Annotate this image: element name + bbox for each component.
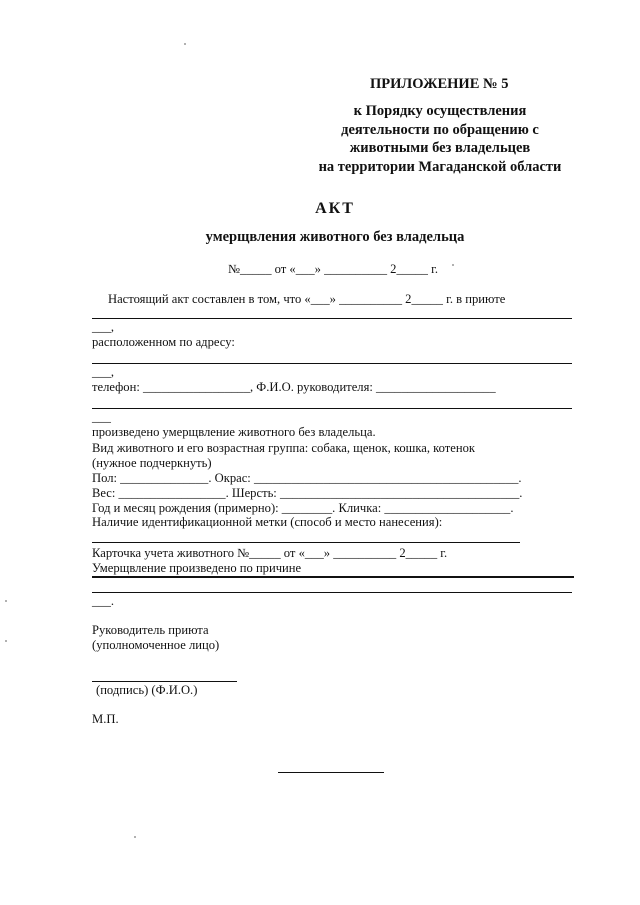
blank-rule <box>92 592 572 593</box>
sex-line: Пол: ______________. Окрас: __________________________________________. <box>92 471 522 485</box>
appendix-title: ПРИЛОЖЕНИЕ № 5 <box>370 76 509 92</box>
scan-speck <box>5 600 7 602</box>
scan-speck <box>452 264 454 266</box>
appendix-subtitle-line: животными без владельцев <box>349 140 531 156</box>
stamp-label: М.П. <box>92 712 119 726</box>
blank-end: ___ <box>92 410 111 424</box>
address-label: расположенном по адресу: <box>92 335 235 349</box>
phone-line: телефон: _________________, Ф.И.О. руководителя: ___________________ <box>92 380 496 394</box>
head-label: Руководитель приюта <box>92 623 209 637</box>
act-number-line: №_____ от «___» __________ 2_____ г. <box>228 262 439 276</box>
blank-rule <box>92 408 572 409</box>
animal-kind-line: Вид животного и его возрастная группа: собака, щенок, кошка, котенок <box>92 441 476 455</box>
underline-note: (нужное подчеркнуть) <box>92 456 212 470</box>
scan-speck <box>134 836 136 838</box>
blank-rule <box>92 542 520 543</box>
id-mark-line: Наличие идентификационной метки (способ и место нанесения): <box>92 515 443 529</box>
signature-rule <box>92 681 237 682</box>
footer-rule <box>278 772 384 773</box>
blank-rule <box>92 318 572 319</box>
appendix-subtitle-line: на территории Магаданской области <box>318 158 562 175</box>
signature-caption: (подпись) (Ф.И.О.) <box>96 683 198 697</box>
authorized-label: (уполномоченное лицо) <box>92 638 220 652</box>
intro-line: Настоящий акт составлен в том, что «___» __________ 2_____ г. в приюте <box>108 292 506 306</box>
scan-speck <box>184 43 186 45</box>
blank-rule <box>92 363 572 364</box>
act-title: АКТ <box>315 200 355 217</box>
appendix-subtitle-line: деятельности по обращению с <box>341 121 539 138</box>
birth-line: Год и месяц рождения (примерно): ________. Кличка: ____________________. <box>92 501 514 515</box>
appendix-subtitle-line: к Порядку осуществления <box>353 103 527 119</box>
scan-speck <box>5 640 7 642</box>
performed-line: произведено умерщвление животного без владельца. <box>92 425 376 439</box>
blank-end: ___, <box>92 365 115 379</box>
blank-end: ___. <box>92 594 115 608</box>
reason-line: Умерщвление произведено по причине <box>92 561 302 575</box>
blank-rule <box>92 576 574 578</box>
appendix-subtitle <box>300 102 580 176</box>
card-line: Карточка учета животного №_____ от «___» __________ 2_____ г. <box>92 546 448 560</box>
blank-end: ___, <box>92 320 115 334</box>
weight-line: Вес: _________________. Шерсть: ______________________________________. <box>92 486 523 500</box>
act-subtitle: умерщвления животного без владельца <box>205 229 465 245</box>
